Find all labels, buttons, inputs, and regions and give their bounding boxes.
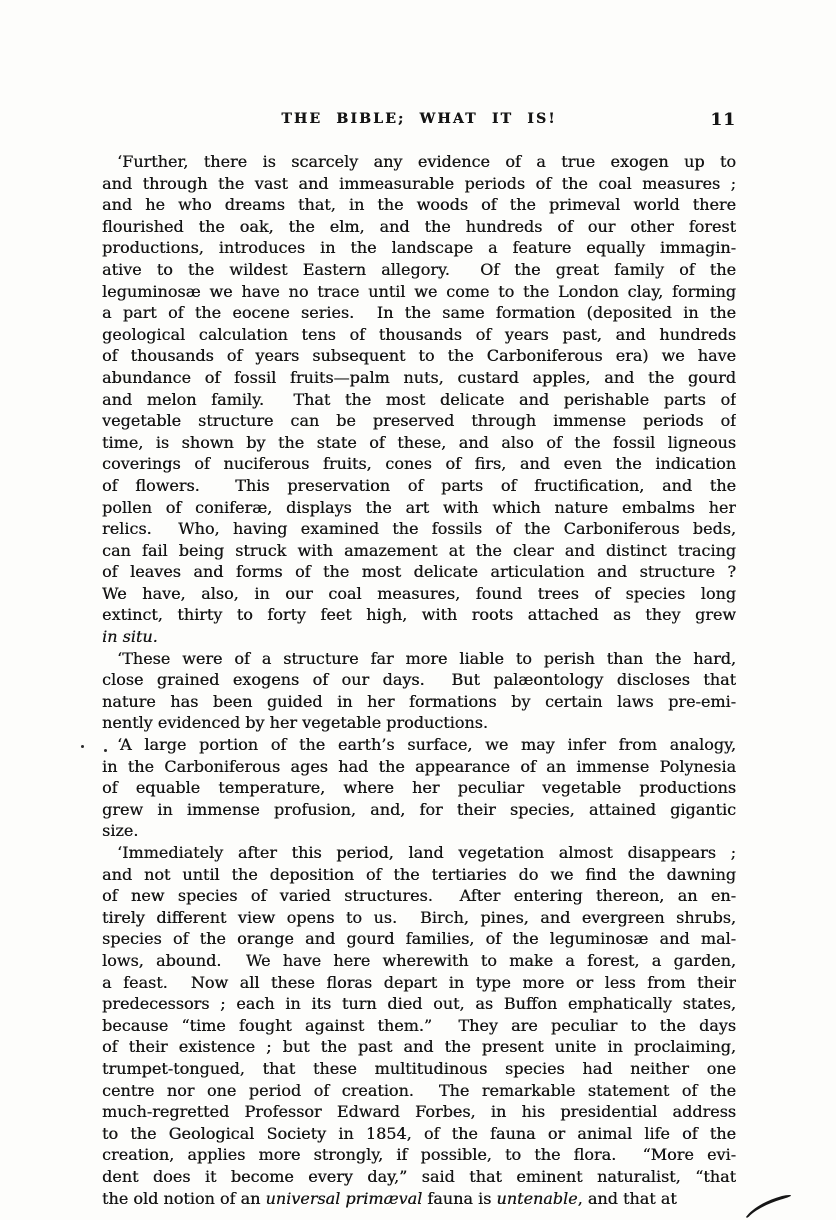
text-line: to the Geological Society in 1854, of the fauna or animal life of the	[102, 1123, 736, 1143]
text-line: ‘These were of a structure far more liable to perish than the hard,	[117, 648, 736, 668]
page-number: 11	[710, 110, 736, 130]
text-line: coverings of nuciferous fruits, cones of firs, and even the indication	[102, 454, 736, 474]
text-line: in situ.	[102, 627, 158, 647]
text-line: ‘Immediately after this period, land vegetation almost disappears ;	[117, 843, 736, 862]
paragraph	[102, 648, 736, 734]
text-line: of new species of varied structures. After entering thereon, an en-	[102, 886, 736, 906]
page-header	[102, 111, 736, 133]
text-line: in the Carboniferous ages had the appearance of an immense Polynesia	[102, 756, 736, 776]
text-line: predecessors ; each in its turn died out, as Buffon emphatically states,	[102, 994, 736, 1014]
text-line: of leaves and forms of the most delicate articulation and structure ?	[102, 562, 736, 582]
text-line: ative to the wildest Eastern allegory. Of the great family of the	[102, 259, 736, 279]
text-line: time, is shown by the state of these, and also of the fossil ligneous	[102, 432, 736, 452]
text-line: tirely different view opens to us. Birch, pines, and evergreen shrubs,	[102, 907, 736, 927]
text-line: pollen of coniferæ, displays the art with which nature embalms her	[102, 497, 736, 517]
text-line: of thousands of years subsequent to the Carboniferous era) we have	[102, 346, 736, 366]
text-line: ‘A large portion of the earth’s surface, we may infer from analogy,	[117, 735, 736, 755]
text-line: and through the vast and immeasurable periods of the coal measures ;	[102, 173, 736, 193]
text-line: of flowers. This preservation of parts of fructification, and the	[102, 475, 736, 495]
text-line: of their existence ; but the past and the present unite in proclaiming,	[102, 1037, 736, 1057]
running-title: THE BIBLE; WHAT IT IS!	[281, 111, 557, 127]
text-line: leguminosæ we have no trace until we come to the London clay, forming	[102, 281, 736, 301]
text-line: relics. Who, having examined the fossils of the Carboniferous beds,	[102, 519, 736, 539]
text-line: centre nor one period of creation. The remarkable statement of the	[102, 1080, 736, 1100]
text-line: extinct, thirty to forty feet high, with roots attached as they grew	[102, 605, 736, 625]
text-line: size.	[102, 821, 139, 841]
text-line: abundance of fossil fruits—palm nuts, custard apples, and the gourd	[102, 367, 736, 387]
text-line: and not until the deposition of the tertiaries do we find the dawning	[102, 864, 736, 884]
ink-speck-artifact	[81, 745, 84, 748]
text-line: vegetable structure can be preserved through immense periods of	[102, 411, 736, 431]
text-line: flourished the oak, the elm, and the hundreds of our other forest	[102, 216, 736, 236]
paragraph	[102, 734, 736, 842]
text-block	[102, 151, 736, 1209]
ink-smudge-artifact	[744, 1194, 794, 1218]
text-line: a part of the eocene series. In the same formation (deposited in the	[102, 303, 736, 323]
text-line: ‘Further, there is scarcely any evidence of a true exogen up to	[117, 152, 736, 171]
paragraph	[102, 151, 736, 648]
text-line: creation, applies more strongly, if possible, to the flora. “More evi-	[102, 1145, 736, 1165]
paragraph	[102, 842, 736, 1209]
text-line: dent does it become every day,” said that eminent naturalist, “that	[102, 1166, 736, 1186]
text-line: We have, also, in our coal measures, found trees of species long	[102, 583, 736, 603]
text-line: much-regretted Professor Edward Forbes, in his presidential address	[102, 1102, 736, 1122]
text-line: and melon family. That the most delicate and perishable parts of	[102, 389, 736, 409]
text-line: species of the orange and gourd families, of the leguminosæ and mal-	[102, 929, 736, 949]
text-line: can fail being struck with amazement at the clear and distinct tracing	[102, 540, 736, 560]
text-line: nently evidenced by her vegetable productions.	[102, 713, 488, 733]
text-line: the old notion of an universal primæval fauna is untenable, and that at	[102, 1188, 677, 1208]
text-line: of equable temperature, where her peculiar vegetable productions	[102, 778, 736, 798]
text-line: productions, introduces in the landscape a feature equally immagin-	[102, 238, 736, 258]
text-line: close grained exogens of our days. But palæontology discloses that	[102, 670, 736, 690]
text-line: and he who dreams that, in the woods of the primeval world there	[102, 195, 736, 215]
text-line: because “time fought against them.” They are peculiar to the days	[102, 1015, 736, 1035]
text-line: a feast. Now all these floras depart in type more or less from their	[102, 972, 736, 992]
text-line: grew in immense profusion, and, for their species, attained gigantic	[102, 799, 736, 819]
text-line: trumpet-tongued, that these multitudinous species had neither one	[102, 1058, 736, 1078]
text-line: lows, abound. We have here wherewith to make a forest, a garden,	[102, 950, 736, 970]
ink-speck-artifact	[104, 749, 107, 752]
text-line: nature has been guided in her formations by certain laws pre-emi-	[102, 691, 736, 711]
text-line: geological calculation tens of thousands of years past, and hundreds	[102, 324, 736, 344]
